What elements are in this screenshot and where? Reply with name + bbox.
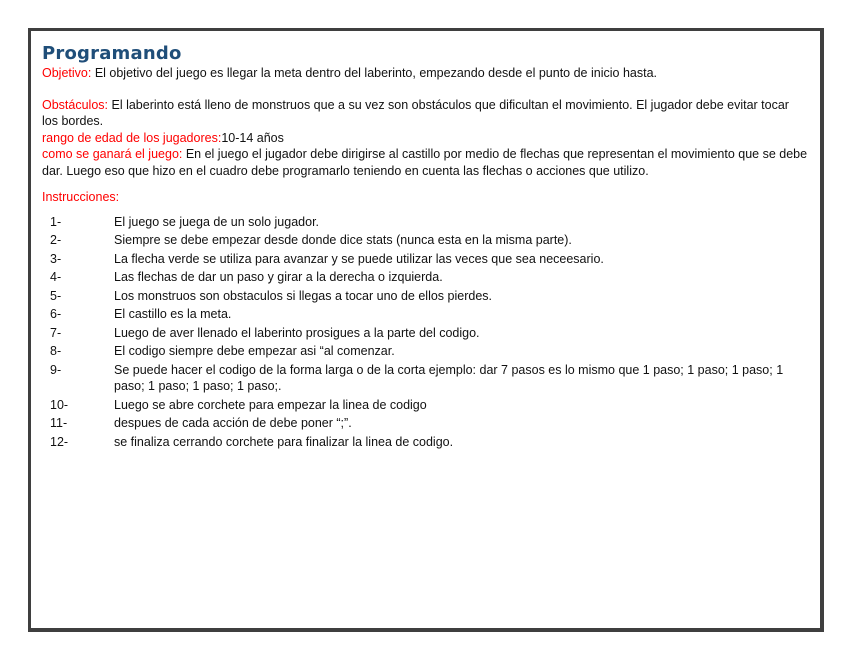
- list-item-text: Luego se abre corchete para empezar la linea de codigo: [114, 397, 427, 412]
- list-item-text: despues de cada acción de debe poner “;”.: [114, 416, 352, 430]
- list-item: [42, 415, 808, 432]
- list-item: [42, 214, 808, 231]
- como-ganar-text: En el juego el jugador debe dirigirse al castillo por medio de flechas que representan el movimiento que se debe dar. Luego eso que hizo en el cuadro debe programarlo teniendo en cuenta las flechas o acciones que utilizo.: [42, 147, 808, 178]
- list-item: [42, 434, 808, 451]
- list-item-text: se finaliza cerrando corchete para finalizar la linea de codigo.: [114, 434, 454, 449]
- list-item-number: 5-: [50, 288, 62, 303]
- list-item: [42, 362, 808, 395]
- list-item-text: El castillo es la meta.: [114, 307, 232, 321]
- document-content: [42, 43, 808, 452]
- document-frame: [28, 28, 824, 632]
- objetivo-label: Objetivo:: [42, 66, 92, 80]
- list-item-number: 1-: [50, 214, 62, 229]
- spacer: [42, 179, 808, 189]
- list-item-text: La flecha verde se utiliza para avanzar y se puede utilizar las veces que sea neceesario.: [114, 251, 604, 266]
- page-title: Programando: [42, 43, 182, 64]
- objetivo-text: El objetivo del juego es llegar la meta dentro del laberinto, empezando desde el punto de inicio hasta.: [91, 66, 657, 80]
- instrucciones-label: Instrucciones:: [42, 190, 120, 204]
- como-ganar-paragraph: [42, 146, 808, 179]
- list-item-number: 6-: [50, 307, 62, 321]
- list-item-text: Siempre se debe empezar desde donde dice stats (nunca esta en la misma parte).: [114, 233, 572, 247]
- list-item-number: 11-: [50, 416, 68, 430]
- list-item: [42, 325, 808, 342]
- obstaculos-label: Obstáculos:: [42, 97, 109, 112]
- list-item: [42, 269, 808, 286]
- list-item-text: El codigo siempre debe empezar asi “al comenzar.: [114, 344, 395, 358]
- list-item: [42, 397, 808, 414]
- obstaculos-text: El laberinto está lleno de monstruos que a su vez son obstáculos que dificultan el movimiento. El jugador debe evitar tocar los bordes.: [42, 97, 789, 128]
- list-item-text: Se puede hacer el codigo de la forma larga o de la corta ejemplo: dar 7 pasos es lo mismo que 1 paso; 1 paso; 1 paso; 1 paso; 1 paso; 1 paso; 1 paso;.: [114, 362, 784, 393]
- list-item-number: 7-: [50, 325, 62, 340]
- list-item-number: 2-: [50, 233, 62, 247]
- rango-paragraph: [42, 130, 808, 147]
- rango-label: rango de edad de los jugadores:: [42, 130, 222, 145]
- instructions-list: [42, 214, 808, 451]
- list-item-text: Luego de aver llenado el laberinto prosigues a la parte del codigo.: [114, 325, 480, 340]
- list-item: [42, 306, 808, 323]
- list-item: [42, 343, 808, 360]
- spacer: [42, 206, 808, 214]
- list-item-text: El juego se juega de un solo jugador.: [114, 214, 320, 229]
- list-item-number: 9-: [50, 362, 62, 377]
- list-item: [42, 251, 808, 268]
- list-item-number: 4-: [50, 270, 62, 284]
- list-item-text: Los monstruos son obstaculos si llegas a tocar uno de ellos pierdes.: [114, 288, 492, 303]
- list-item: [42, 232, 808, 249]
- obstaculos-paragraph: [42, 97, 808, 130]
- list-item-number: 12-: [50, 434, 69, 449]
- spacer: [42, 82, 808, 97]
- rango-text: 10-14 años: [221, 130, 284, 145]
- list-item-text: Las flechas de dar un paso y girar a la derecha o izquierda.: [114, 270, 443, 284]
- list-item-number: 8-: [50, 344, 62, 358]
- como-ganar-label: como se ganará el juego:: [42, 147, 183, 161]
- list-item-number: 10-: [50, 397, 69, 412]
- list-item: [42, 288, 808, 305]
- list-item-number: 3-: [50, 251, 62, 266]
- objetivo-paragraph: [42, 65, 808, 82]
